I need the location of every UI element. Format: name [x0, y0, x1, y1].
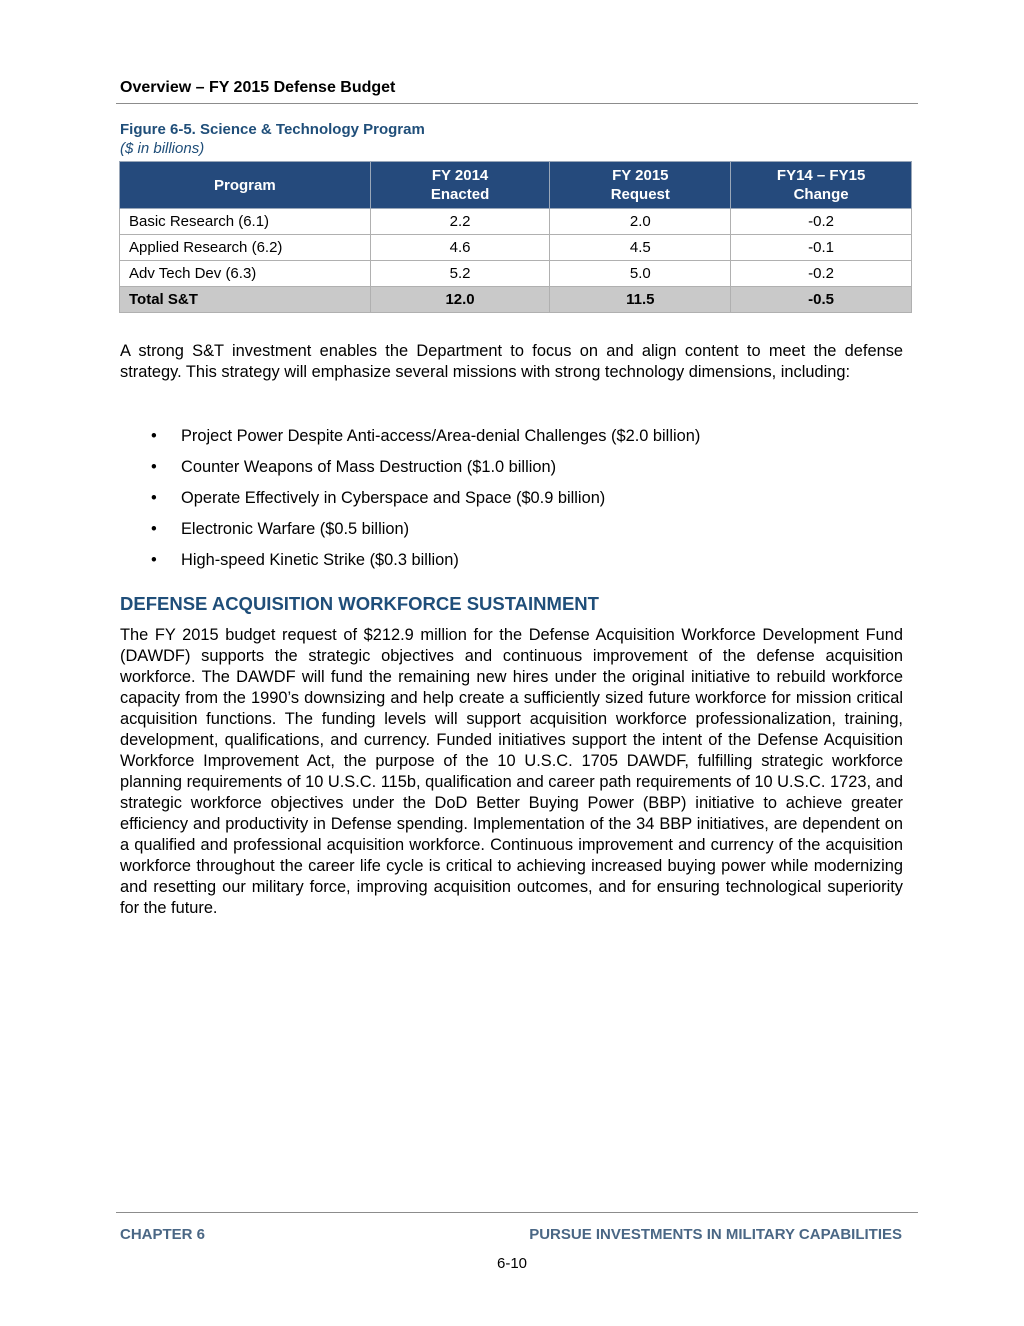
section-heading: DEFENSE ACQUISITION WORKFORCE SUSTAINMENT [120, 593, 599, 614]
list-item [120, 550, 903, 581]
column-header-fy2015 [550, 162, 731, 209]
cell-program: Basic Research (6.1) [120, 209, 371, 235]
bullet-icon: • [151, 551, 157, 569]
header-divider [116, 103, 918, 104]
cell-fy2014: 4.6 [370, 235, 550, 261]
table-header-row [120, 162, 912, 209]
bullet-icon: • [151, 520, 157, 538]
list-item [120, 457, 903, 488]
column-header-line: Enacted [430, 186, 490, 203]
bullet-text: Operate Effectively in Cyberspace and Space ($0.9 billion) [181, 489, 606, 507]
column-header-program [120, 162, 371, 209]
column-header-line: FY 2015 [612, 167, 669, 184]
bullet-text: Electronic Warfare ($0.5 billion) [181, 520, 410, 538]
column-header-line: Request [610, 186, 670, 203]
cell-change: -0.2 [731, 209, 912, 235]
bullet-icon: • [151, 458, 157, 476]
figure-title: Figure 6-5. Science & Technology Program [120, 121, 425, 138]
bullet-icon: • [151, 427, 157, 445]
column-header-line: FY 2014 [431, 167, 489, 184]
cell-fy2014: 2.2 [370, 209, 550, 235]
cell-change: -0.1 [731, 235, 912, 261]
bullet-icon: • [151, 489, 157, 507]
page-number: 6-10 [496, 1255, 528, 1272]
table-total-row [120, 287, 912, 313]
column-header-fy2014 [370, 162, 550, 209]
footer-chapter-title: PURSUE INVESTMENTS IN MILITARY CAPABILITIES [529, 1226, 902, 1243]
bullet-text: High-speed Kinetic Strike ($0.3 billion) [181, 551, 459, 569]
cell-fy2015: 5.0 [550, 261, 731, 287]
bullet-text: Counter Weapons of Mass Destruction ($1.0 billion) [181, 458, 557, 476]
list-item [120, 519, 903, 550]
column-header-line: Program [213, 176, 276, 194]
cell-change: -0.2 [731, 261, 912, 287]
cell-fy2015: 4.5 [550, 235, 731, 261]
figure-subtitle: ($ in billions) [120, 140, 205, 157]
cell-fy2015-total: 11.5 [550, 287, 731, 313]
science-technology-table [119, 161, 912, 313]
bullet-text: Project Power Despite Anti-access/Area-denial Challenges ($2.0 billion) [181, 427, 701, 445]
cell-program: Adv Tech Dev (6.3) [120, 261, 371, 287]
cell-program: Applied Research (6.2) [120, 235, 371, 261]
intro-paragraph: A strong S&T investment enables the Department to focus on and align content to meet the defense strategy. This strategy will emphasize several missions with strong technology dimensions, including: [120, 342, 903, 381]
cell-fy2014-total: 12.0 [370, 287, 550, 313]
list-item [120, 426, 903, 457]
cell-fy2015: 2.0 [550, 209, 731, 235]
list-item [120, 488, 903, 519]
table-row [120, 235, 912, 261]
column-header-line: Change [793, 186, 849, 203]
footer-chapter: CHAPTER 6 [120, 1226, 206, 1243]
cell-fy2014: 5.2 [370, 261, 550, 287]
column-header-change [731, 162, 912, 209]
footer-divider [116, 1212, 918, 1213]
section-body-paragraph: The FY 2015 budget request of $212.9 million for the Defense Acquisition Workforce Development Fund (DAWDF) supports the strategic objectives and continuous improvement of the defense acquisition workforce. The DAWDF will fund the remaining new hires under the original initiative to rebuild workforce capacity from the 1990’s downsizing and help create a sufficiently sized future workforce for mission critical acquisition functions. The funding levels will support acquisition workforce professionalization, training, development, qualifications, and currency. Funded initiatives support the intent of the Defense Acquisition Workforce Improvement Act, the purpose of the 10 U.S.C. 1705 DAWDF, fulfilling strategic workforce planning requirements of 10 U.S.C. 115b, qualification and career path requirements of 10 U.S.C. 1723, and strategic workforce objectives under the DoD Better Buying Power (BBP) initiative to achieve greater efficiency and productivity in Defense spending. Implementation of the 34 BBP initiatives, are dependent on a qualified and professional acquisition workforce. Continuous improvement and currency of the acquisition workforce throughout the career life cycle is critical to achieving increased buying power while modernizing and resetting our military force, improving acquisition outcomes, and for ensuring technological superiority for the future. [120, 626, 903, 917]
table-row [120, 209, 912, 235]
page-header-title: Overview – FY 2015 Defense Budget [120, 79, 396, 96]
column-header-line: FY14 – FY15 [776, 167, 866, 184]
cell-program-total: Total S&T [120, 287, 371, 313]
cell-change-total: -0.5 [731, 287, 912, 313]
table-row [120, 261, 912, 287]
mission-bullet-list [120, 426, 903, 581]
